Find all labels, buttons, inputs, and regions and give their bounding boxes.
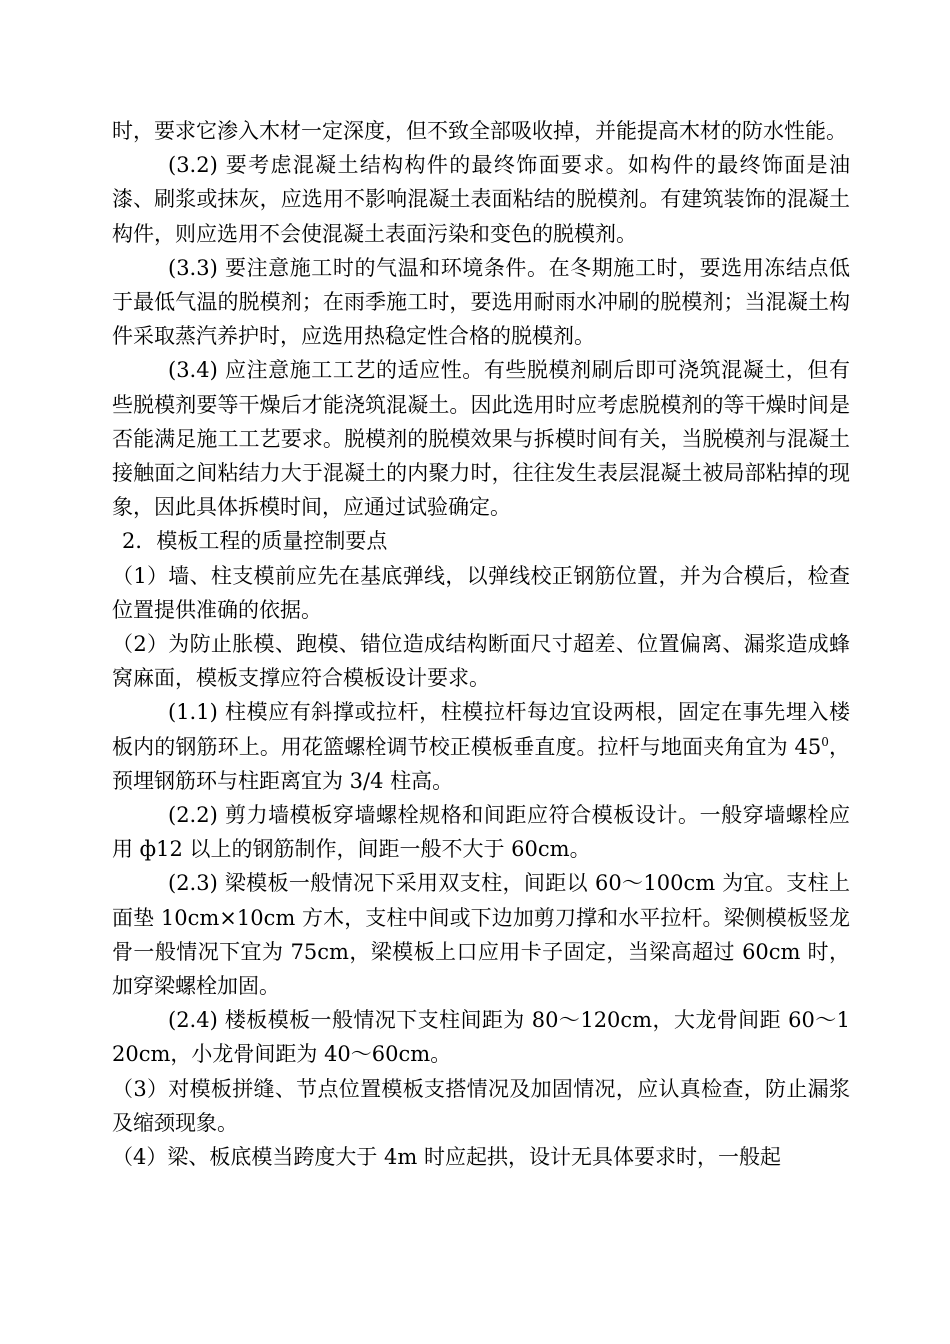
- document-body: [112, 114, 850, 1174]
- paragraph-1-1-text-after: ，预埋钢筋环与柱距离宜为 3/4 柱高。: [112, 734, 850, 793]
- paragraph-2-4-slab-formwork: (2.4) 楼板模板一般情况下支柱间距为 80～120cm，大龙骨间距 60～120cm，小龙骨间距为 40～60cm。: [112, 1008, 850, 1067]
- paragraph-1-1-text-before: (1.1) 柱模应有斜撑或拉杆，柱模拉杆每边宜设两根，固定在事先埋入楼板内的钢筋环上。用花篮螺栓调节校正模板垂直度。拉杆与地面夹角宜为 45: [112, 700, 850, 759]
- paragraph-3-3-temperature-conditions: (3.3) 要注意施工时的气温和环境条件。在冬期施工时，要选用冻结点低于最低气温的脱模剂；在雨季施工时，要选用耐雨水冲刷的脱模剂；当混凝土构件采取蒸汽养护时，应选用热稳定性合格的脱模剂。: [112, 255, 850, 349]
- section-heading-quality-control: 2．模板工程的质量控制要点: [122, 529, 388, 554]
- paragraph-continuation: 时，要求它渗入木材一定深度，但不致全部吸收掉，并能提高木材的防水性能。: [112, 119, 847, 143]
- degree-superscript: 0: [821, 734, 829, 749]
- paragraph-2-3-beam-formwork: (2.3) 梁模板一般情况下采用双支柱，间距以 60～100cm 为宜。支柱上面垫 10cm×10cm 方木，支柱中间或下边加剪刀撑和水平拉杆。梁侧模板竖龙骨一般情况下宜为 75cm，梁模板上口应用卡子固定，当梁高超过 60cm 时，加穿梁螺栓加固。: [112, 871, 850, 999]
- paragraph-1-1-column-bracing: [112, 695, 850, 798]
- list-item-3-joint-inspection: （3）对模板拼缝、节点位置模板支搭情况及加固情况，应认真检查，防止漏浆及缩颈现象。: [112, 1076, 850, 1135]
- list-item-4-camber: （4）梁、板底模当跨度大于 4m 时应起拱，设计无具体要求时，一般起: [112, 1145, 781, 1170]
- paragraph-3-2-finish-requirements: (3.2) 要考虑混凝土结构构件的最终饰面要求。如构件的最终饰面是油漆、刷浆或抹灰，应选用不影响混凝土表面粘结的脱模剂。有建筑装饰的混凝土构件，则应选用不会使混凝土表面污染和变色的脱模剂。: [112, 153, 850, 246]
- paragraph-2-2-shear-wall-bolts: (2.2) 剪力墙模板穿墙螺栓规格和间距应符合模板设计。一般穿墙螺栓应用 ф12 以上的钢筋制作，间距一般不大于 60cm。: [112, 803, 850, 862]
- list-item-2-formwork-support: （2）为防止胀模、跑模、错位造成结构断面尺寸超差、位置偏离、漏浆造成蜂窝麻面，模板支撑应符合模板设计要求。: [112, 632, 850, 691]
- paragraph-3-4-process-adaptability: (3.4) 应注意施工工艺的适应性。有些脱模剂刷后即可浇筑混凝土，但有些脱模剂要等干燥后才能浇筑混凝土。因此选用时应考虑脱模剂的等干燥时间是否能满足施工工艺要求。脱模剂的脱模效果与拆模时间有关，当脱模剂与混凝土接触面之间粘结力大于混凝土的内聚力时，往往发生表层混凝土被局部粘掉的现象，因此具体拆模时间，应通过试验确定。: [112, 358, 850, 520]
- list-item-1-wall-column-lines: （1）墙、柱支模前应先在基底弹线，以弹线校正钢筋位置，并为合模后，检查位置提供准确的依据。: [112, 563, 850, 622]
